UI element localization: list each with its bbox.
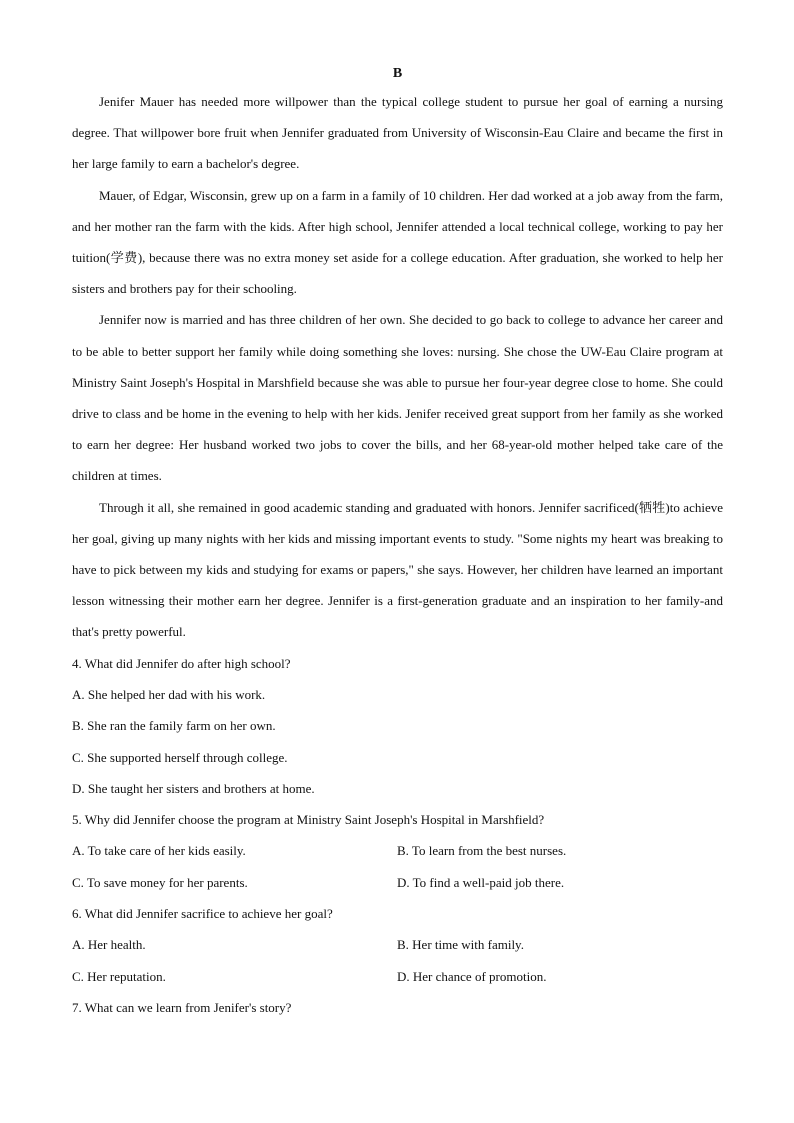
question-7: [72, 992, 723, 1023]
question-6-option-a: A. Her health.: [72, 937, 146, 953]
question-5-option-a: A. To take care of her kids easily.: [72, 843, 246, 859]
question-6-option-d: D. Her chance of promotion.: [397, 968, 547, 984]
document-page: [72, 64, 723, 1023]
question-4-stem: 4. What did Jennifer do after high school?: [72, 655, 291, 671]
question-5-option-b: B. To learn from the best nurses.: [397, 843, 567, 859]
question-6-options-row-1: [72, 929, 723, 960]
question-7-stem: 7. What can we learn from Jenifer's story?: [72, 999, 292, 1015]
question-5: [72, 804, 723, 898]
question-6: [72, 898, 723, 992]
question-4: [72, 648, 723, 804]
question-6-stem: 6. What did Jennifer sacrifice to achieve her goal?: [72, 906, 333, 922]
question-6-option-b: B. Her time with family.: [397, 937, 524, 953]
question-4-option-c: C. She supported herself through college.: [72, 749, 288, 765]
section-title: B: [392, 66, 403, 81]
question-6-option-c: C. Her reputation.: [72, 968, 166, 984]
question-5-options-row-2: [72, 867, 723, 898]
question-5-option-d: D. To find a well-paid job there.: [397, 874, 565, 890]
question-5-option-c: C. To save money for her parents.: [72, 874, 248, 890]
question-4-option-d: D. She taught her sisters and brothers at home.: [72, 780, 315, 796]
passage-paragraph-3: Jennifer now is married and has three children of her own. She decided to go back to college to advance her career and to be able to better support her family while doing something she loves: nursing. She chose the UW-Eau Claire program at Ministry Saint Joseph's Hospital in Marshfield because she was able to pursue her four-year degree close to home. She could drive to class and be home in the evening to help with her kids. Jenifer received great support from her family as she worked to earn her degree: Her husband worked two jobs to cover the bills, and her 68-year-old mother helped take care of the children at times.: [72, 312, 723, 484]
question-4-option-a: A. She helped her dad with his work.: [72, 686, 266, 702]
passage-paragraph-2: Mauer, of Edgar, Wisconsin, grew up on a farm in a family of 10 children. Her dad worked at a job away from the farm, and her mother ran the farm with the kids. After high school, Jennifer attended a local technical college, working to pay her tuition(学费), because there was no extra money set aside for a college education. After graduation, she worked to help her sisters and brothers pay for their schooling.: [72, 187, 723, 297]
question-5-options-row-1: [72, 835, 723, 866]
question-6-options-row-2: [72, 961, 723, 992]
passage-paragraph-1: Jenifer Mauer has needed more willpower than the typical college student to pursue her goal of earning a nursing degree. That willpower bore fruit when Jennifer graduated from University of Wisconsin-Eau Claire and became the first in her large family to earn a bachelor's degree.: [72, 94, 723, 172]
passage: [72, 86, 723, 648]
question-5-stem: 5. Why did Jennifer choose the program at Ministry Saint Joseph's Hospital in Marshfield?: [72, 812, 545, 828]
question-4-option-b: B. She ran the family farm on her own.: [72, 718, 276, 734]
passage-paragraph-4: Through it all, she remained in good academic standing and graduated with honors. Jennifer sacrificed(牺牲)to achieve her goal, giving up many nights with her kids and missing important events to study. "Some nights my heart was breaking to have to pick between my kids and studying for exams or papers," she says. However, her children have learned an important lesson witnessing their mother earn her degree. Jennifer is a first-generation graduate and an inspiration to her family-and that's pretty powerful.: [72, 499, 723, 640]
